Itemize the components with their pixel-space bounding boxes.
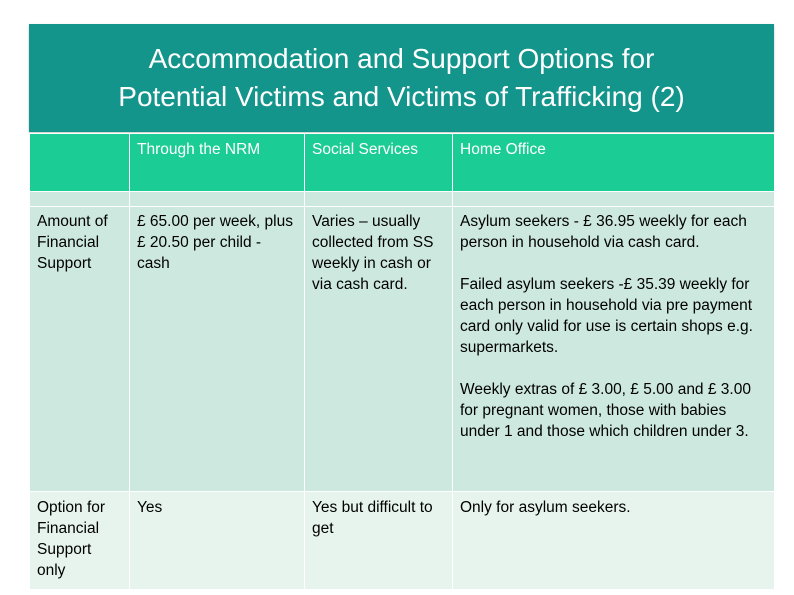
cell-nrm-option: Yes [130,492,305,590]
home-office-failed-asylum-seekers: Failed asylum seekers -£ 35.39 weekly for each person in household via pre payment card only valid for use is certain shops e.g. supermarkets. [460,276,753,356]
row-label-option: Option for Financial Support only [30,492,130,590]
header-cell-home-office: Home Office [453,134,775,192]
row-spacer [30,192,775,207]
home-office-weekly-extras: Weekly extras of £ 3.00, £ 5.00 and £ 3.00 for pregnant women, those with babies under 1 and those which children under 3. [460,381,751,440]
header-cell-empty [30,134,130,192]
table-header-row [30,134,775,192]
table-row [30,207,775,492]
cell-social-services-option: Yes but difficult to get [305,492,453,590]
title-bar [29,24,774,132]
row-label-amount: Amount of Financial Support [30,207,130,492]
cell-social-services-amount: Varies – usually collected from SS weekly in cash or via cash card. [305,207,453,492]
cell-home-office-option: Only for asylum seekers. [453,492,775,590]
header-cell-social-services: Social Services [305,134,453,192]
table-row [30,492,775,590]
support-options-table [29,133,775,590]
title-line-1: Accommodation and Support Options for [148,43,655,74]
slide-title [42,40,762,116]
home-office-asylum-seekers: Asylum seekers - £ 36.95 weekly for each person in household via cash card. [460,213,747,251]
cell-home-office-amount [453,207,775,492]
cell-nrm-amount: £ 65.00 per week, plus £ 20.50 per child - cash [130,207,305,492]
header-cell-nrm: Through the NRM [130,134,305,192]
title-line-2: Potential Victims and Victims of Trafficking (2) [118,81,685,112]
